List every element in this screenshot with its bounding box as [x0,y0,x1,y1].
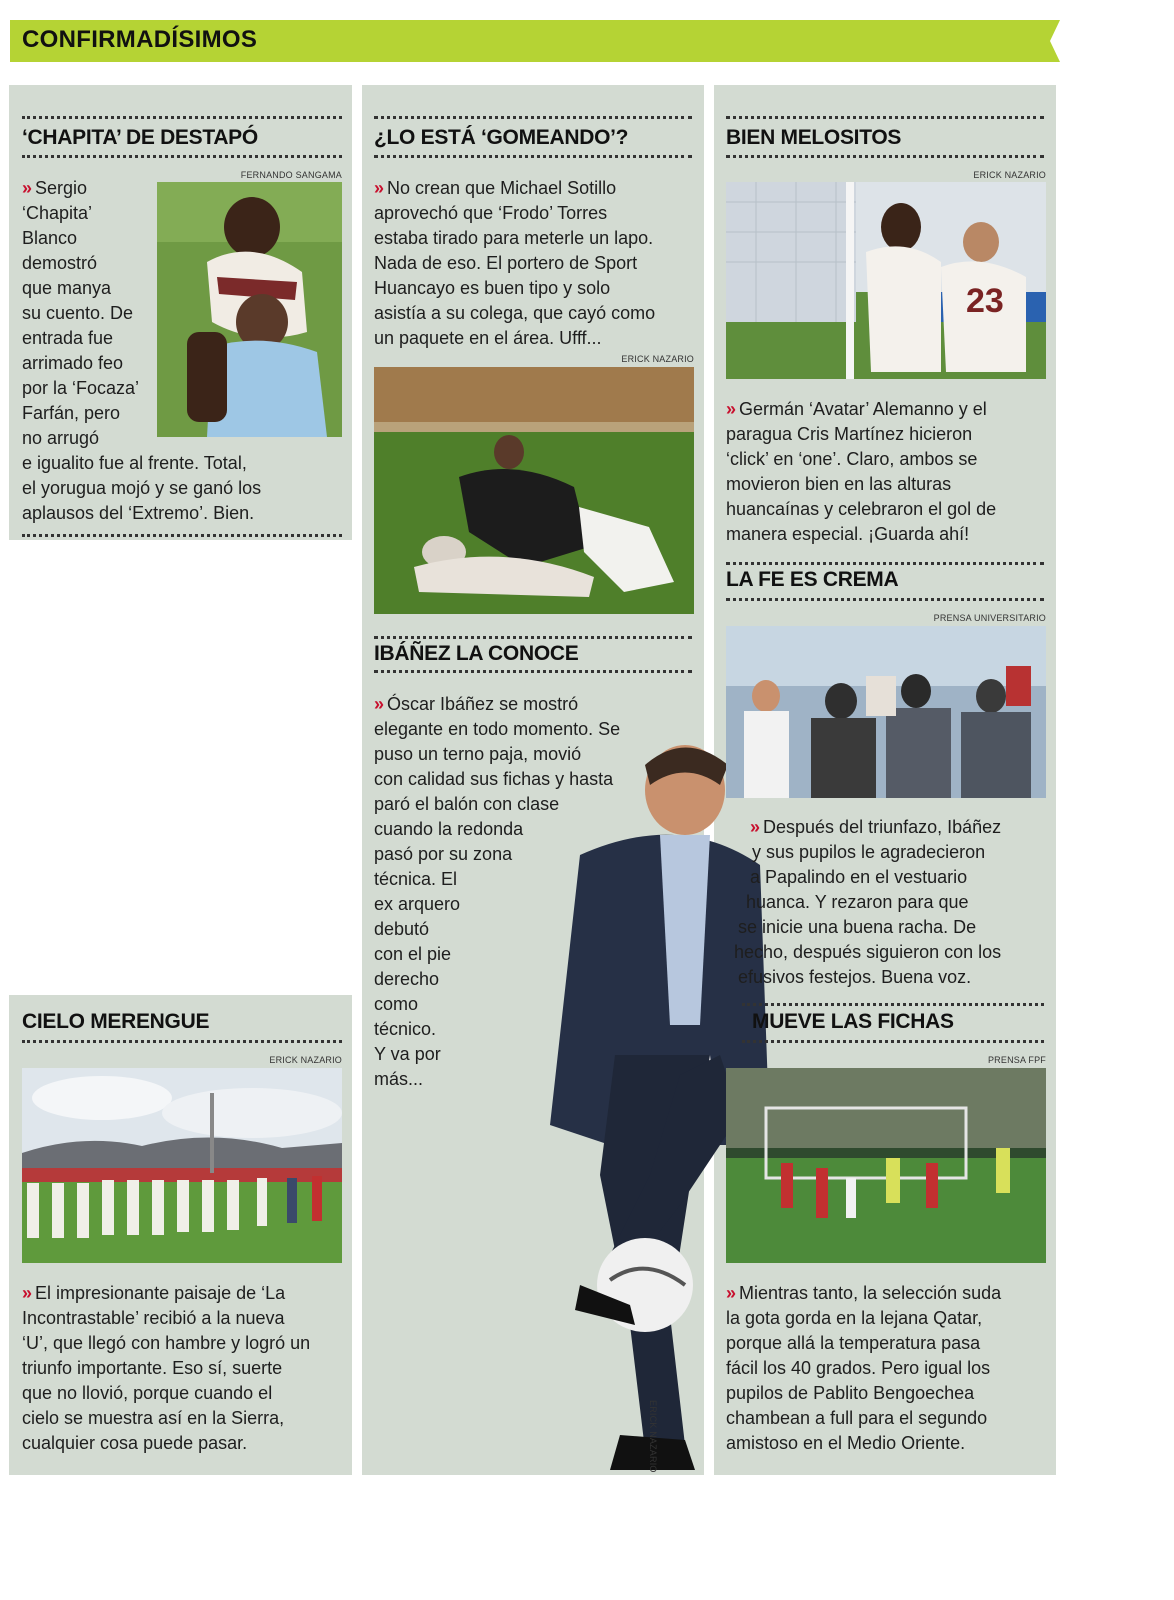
story-text-cielo: » El impresionante paisaje de ‘La Incontrastable’ recibió a la nueva ‘U’, que llegó con hambre y logró un triunfo importante. Eso sí, suerte que no llovió, porque cuando el cielo se muestra así en la Sierra, cualquier cosa puede pasar. [22,1283,311,1453]
divider [22,534,342,537]
divider [726,155,1044,158]
divider [374,155,692,158]
photo-credit: PRENSA FPF [987,1055,1046,1065]
headline-gomeando: ¿LO ESTÁ ‘GOMEANDO’? [374,126,629,149]
story-text-fichas: » Mientras tanto, la selección suda la gota gorda en la lejana Qatar, porque allá la temperatura pasa fácil los 40 grados. Pero igual los pupilos de Pablito Bengoechea chambean a full para el segundo amistoso en el Medio Oriente. [726,1283,1002,1453]
headline-cielo: CIELO MERENGUE [22,1010,210,1033]
story-text-melositos: » Germán ‘Avatar’ Alemanno y el paragua Cris Martínez hicieron ‘click’ en ‘one’. Claro, ambos se movieron bien en las alturas huancaínas y celebraron el gol de manera especial. ¡Guarda ahí! [726,399,997,544]
divider [22,1040,342,1043]
photo-goalkeeper [374,367,694,614]
divider [22,116,342,119]
section-banner [10,20,1076,62]
story-text-chapita: » Sergio ‘Chapita’ Blanco demostró que manya su cuento. De entrada fue arrimado feo por la ‘Focaza’ Farfán, pero no arrugó e igualito fue al frente. Total, el yorugua mojó y se ganó los aplausos del ‘Extremo’. Bien. [22,178,262,523]
divider [742,1003,1044,1006]
photo-credit: ERICK NAZARIO [973,170,1046,180]
photo-locker-room [726,626,1046,798]
divider [22,155,342,158]
divider [726,116,1044,119]
photo-credit: FERNANDO SANGAMA [240,170,342,180]
story-text-ibanez: » Óscar Ibáñez se mostró elegante en todo momento. Se puso un terno paja, movió con calidad sus fichas y hasta paró el balón con clase cuando la redonda pasó por su zona técnica. El ex arquero debutó con el pie derecho como técnico. Y va por más... [374,694,621,1089]
section-title: CONFIRMADÍSIMOS [22,26,258,53]
photo-training [726,1068,1046,1263]
bullet-mark: » [374,178,385,198]
photo-credit: ERICK NAZARIO [269,1055,342,1065]
divider [374,670,692,673]
divider [726,598,1044,601]
photo-credit: PRENSA UNIVERSITARIO [933,613,1046,623]
svg-text:23: 23 [966,282,1004,320]
headline-chapita: ‘CHAPITA’ DE DESTAPÓ [22,126,258,149]
bullet-mark: » [750,817,761,837]
headline-fichas: MUEVE LAS FICHAS [752,1010,954,1033]
bullet-mark: » [22,1283,33,1303]
headline-ibanez: IBÁÑEZ LA CONOCE [374,642,579,665]
divider [742,1040,1044,1043]
headline-fe-crema: LA FE ES CREMA [726,568,899,591]
divider [374,116,692,119]
story-text-fe-crema: » Después del triunfazo, Ibáñez y sus pupilos le agradecieron a Papalindo en el vestuario huanca. Y rezaron para que se inicie una buena racha. De hecho, después siguieron con los efusivos festejos. Buena voz. [734,817,1002,987]
headline-melositos: BIEN MELOSITOS [726,126,902,149]
photo-celebration [726,182,1046,379]
photo-stadium [22,1068,342,1263]
bullet-mark: » [726,1283,737,1303]
story-text-gomeando: » No crean que Michael Sotillo aprovechó que ‘Frodo’ Torres estaba tirado para meterle un lapo. Nada de eso. El portero de Sport Huancayo es buen tipo y solo asistía a su colega, que cayó como un paquete en el área. Ufff... [374,178,656,348]
divider [726,562,1044,565]
divider [374,636,692,639]
photo-credit: ERICK NAZARIO [621,354,694,364]
bullet-mark: » [22,178,33,198]
bullet-mark: » [726,399,737,419]
bullet-mark: » [374,694,385,714]
photo-credit-vertical: ERICK NAZARIO [648,1400,658,1473]
